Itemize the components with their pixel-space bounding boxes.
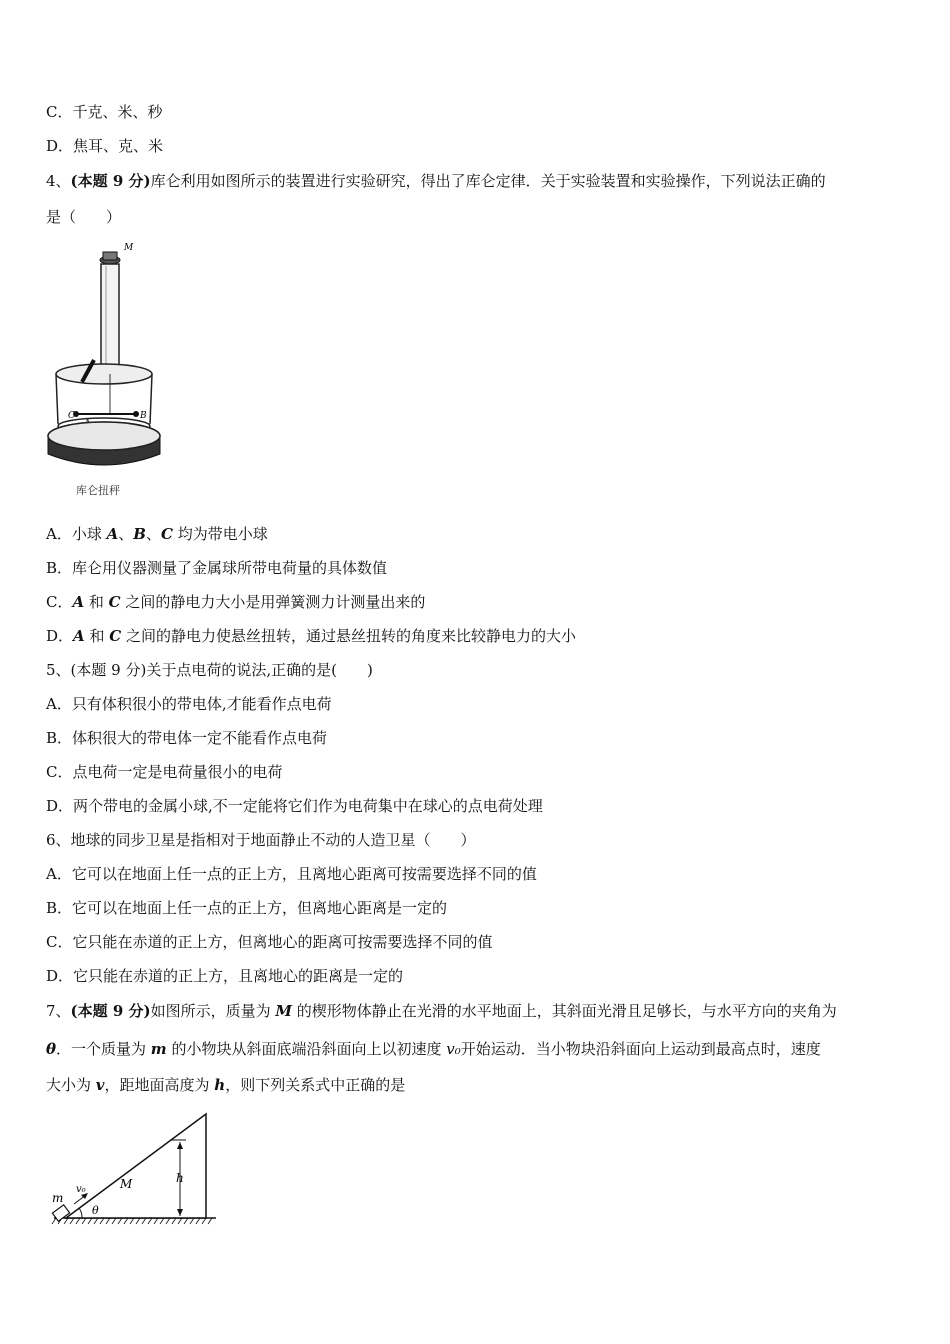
label-C: C [68,411,75,421]
q5-option-d: D．两个带电的金属小球,不一定能将它们作为电荷集中在球心的点电荷处理 [46,797,543,815]
q6-option-d: D．它只能在赤道的正上方，且离地心的距离是一定的 [46,967,404,985]
q6-option-b: B．它可以在地面上任一点的正上方，但离地心距离是一定的 [46,899,448,917]
question-5-stem: 5、(本题 9 分)关于点电荷的说法,正确的是( ) [46,661,373,679]
question-7-stem-line2: θ．一个质量为 m 的小物块从斜面底端沿斜面向上以初速度 v₀开始运动．当小物块沿斜面向上运动到最高点时，速度 [46,1040,821,1058]
question-7-stem-line3: 大小为 v，距地面高度为 h，则下列关系式中正确的是 [46,1076,406,1094]
figure-caption: 库仑扭秤 [76,484,120,497]
wedge-incline-figure [46,1108,226,1226]
q4-option-b: B．库仑用仪器测量了金属球所带电荷量的具体数值 [46,559,388,577]
label-theta: θ [92,1204,99,1217]
label-m: m [52,1191,64,1205]
question-7-stem: 7、(本题 9 分)如图所示，质量为 M 的楔形物体静止在光滑的水平地面上，其斜面光滑且足够长，与水平方向的夹角为 [46,1002,837,1020]
q4-option-c: C．A 和 C 之间的静电力大小是用弹簧测力计测量出来的 [46,593,426,611]
question-4-stem: 4、(本题 9 分)库仑利用如图所示的装置进行实验研究，得出了库仑定律．关于实验装置和实验操作，下列说法正确的 [46,172,826,190]
coulomb-torsion-balance-figure [46,238,166,500]
q4-option-a: A．小球 A、B、C 均为带电小球 [46,525,268,543]
label-M: M [120,1177,133,1191]
option-d-units: D．焦耳、克、米 [46,137,164,155]
label-h: h [176,1171,184,1185]
question-6-stem: 6、地球的同步卫星是指相对于地面静止不动的人造卫星（ ） [46,831,476,849]
q6-option-a: A．它可以在地面上任一点的正上方，且离地心距离可按需要选择不同的值 [46,865,537,883]
label-v0: v₀ [76,1184,86,1195]
q6-option-c: C．它只能在赤道的正上方，但离地心的距离可按需要选择不同的值 [46,933,493,951]
q5-option-c: C．点电荷一定是电荷量很小的电荷 [46,763,283,781]
q5-option-b: B．体积很大的带电体一定不能看作点电荷 [46,729,328,747]
q4-option-d: D．A 和 C 之间的静电力使悬丝扭转，通过悬丝扭转的角度来比较静电力的大小 [46,627,576,645]
question-4-stem-cont: 是（ ） [46,208,122,226]
label-B: B [140,411,147,421]
option-c-units: C．千克、米、秒 [46,103,163,121]
label-M: M [124,243,134,253]
q5-option-a: A．只有体积很小的带电体,才能看作点电荷 [46,695,332,713]
